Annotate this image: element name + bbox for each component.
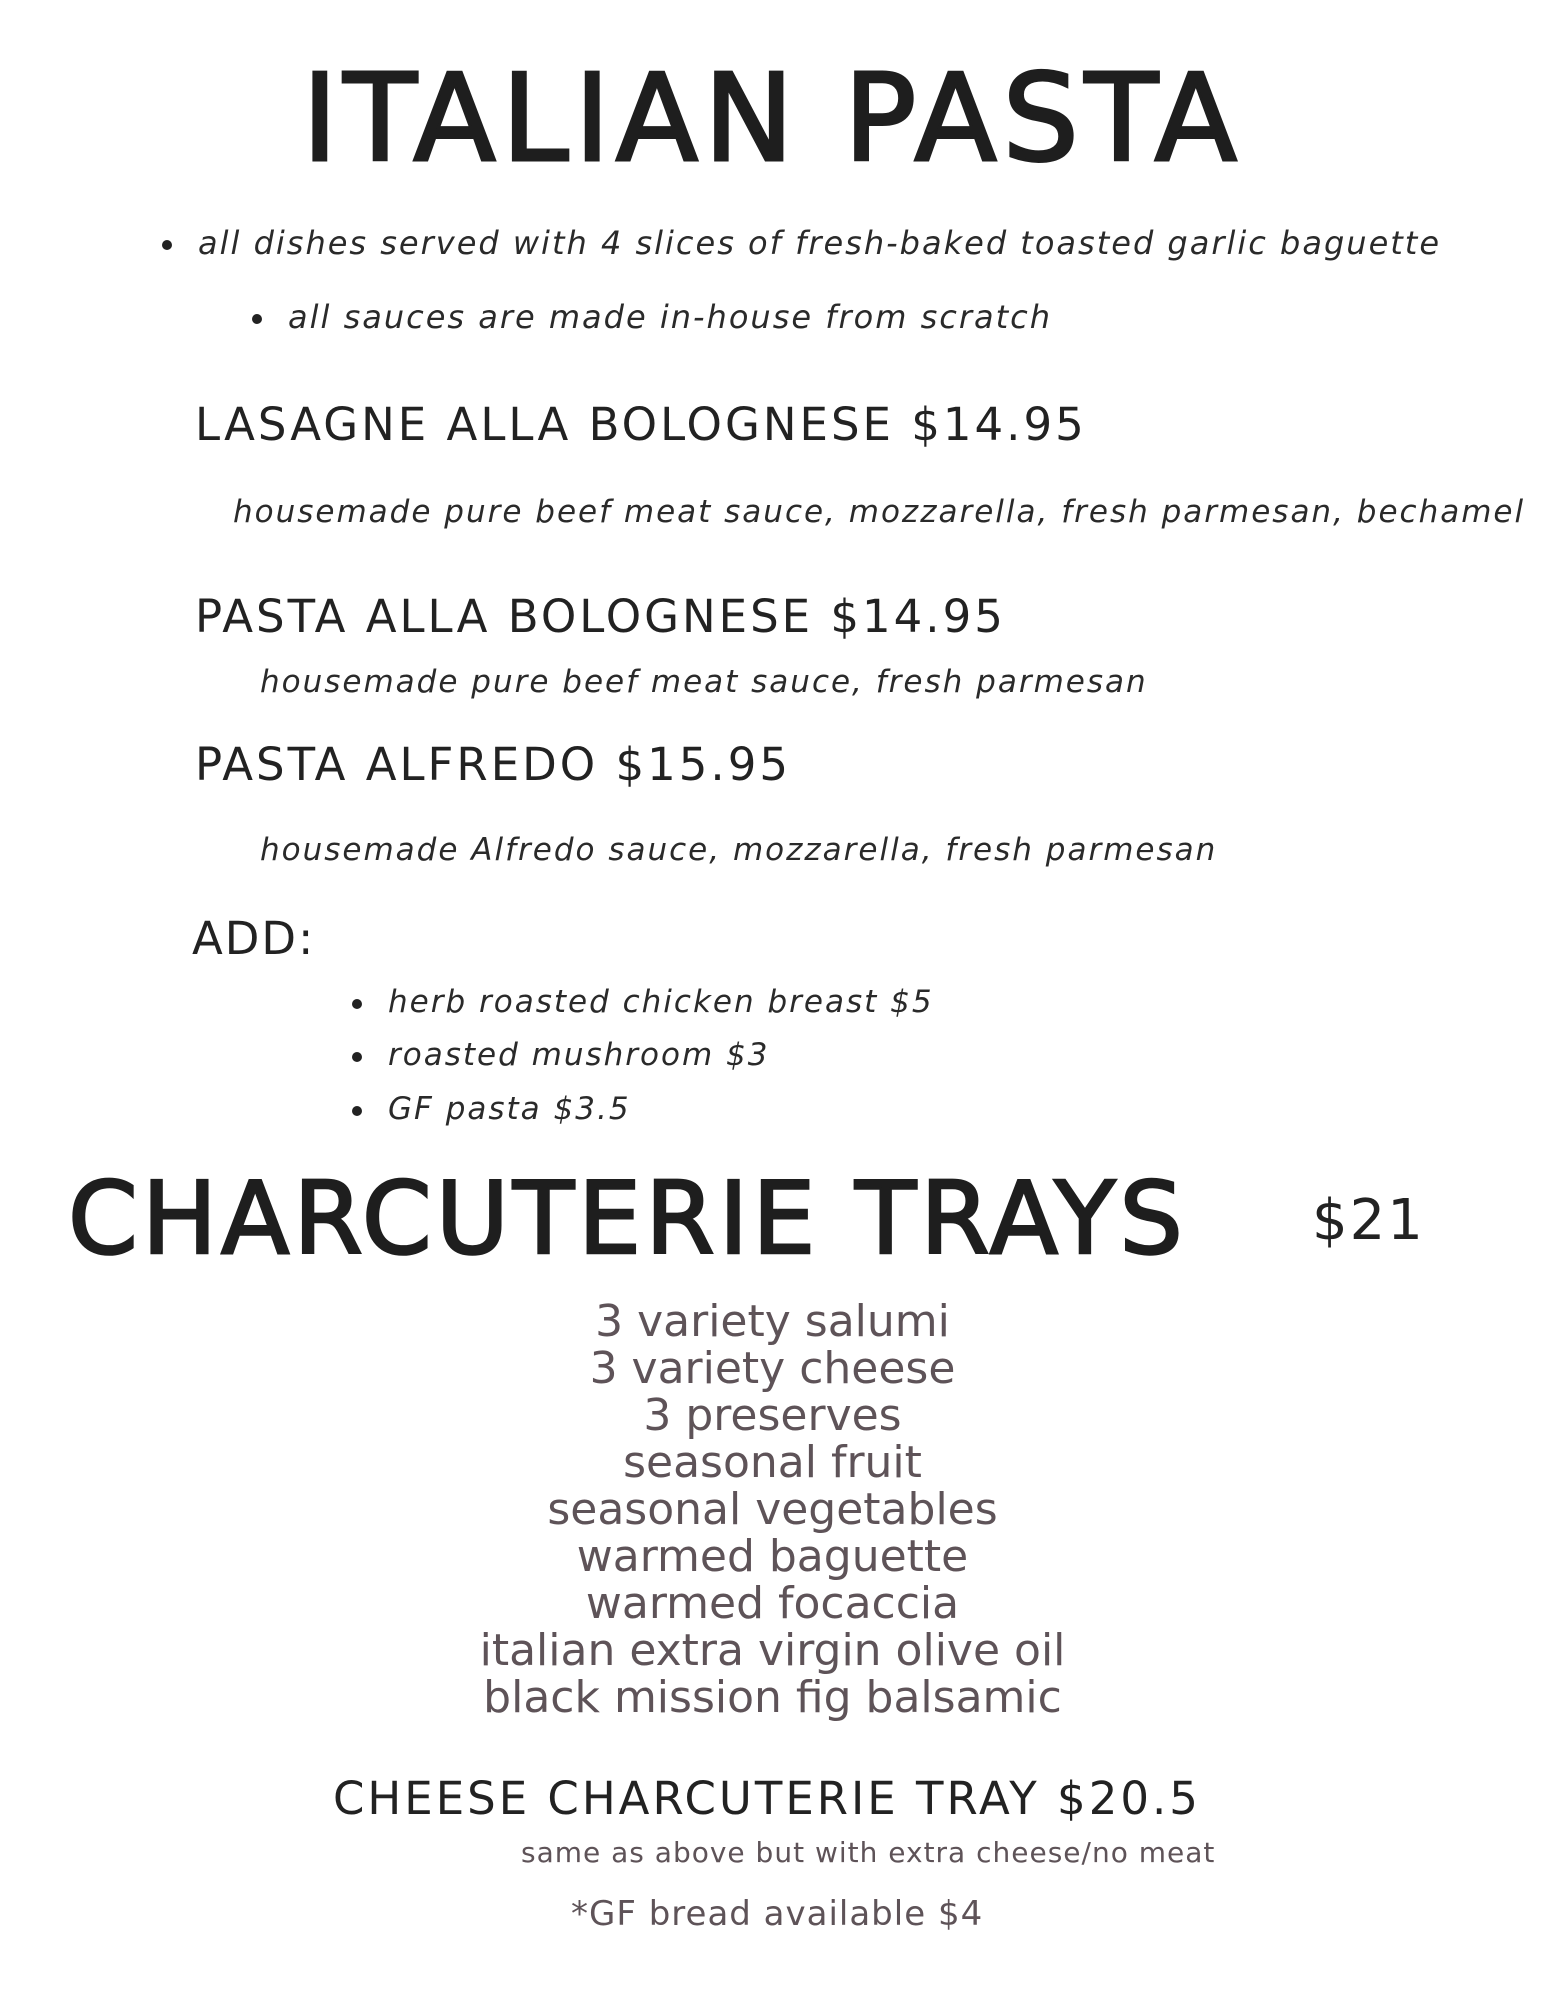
add-on-text: herb roasted chicken breast $5 <box>388 984 934 1020</box>
bullet-icon <box>352 1106 362 1116</box>
list-item: italian extra virgin olive oil <box>479 1625 1066 1676</box>
menu-item-lasagne-desc: housemade pure beef meat sauce, mozzarella, fresh parmesan, bechamel <box>233 494 1526 530</box>
note-text: all dishes served with 4 slices of fresh-baked toasted garlic baguette <box>198 224 1442 262</box>
list-item: seasonal fruit <box>623 1437 922 1488</box>
list-item: black mission fig balsamic <box>483 1672 1062 1723</box>
menu-item-bolognese-name: PASTA ALLA BOLOGNESE $14.95 <box>195 590 1006 643</box>
note-text: all sauces are made in-house from scratch <box>288 298 1053 336</box>
add-ons-label: ADD: <box>192 912 316 965</box>
add-on-item <box>352 1091 631 1127</box>
charcuterie-price: $21 <box>1312 1188 1425 1253</box>
cheese-tray-name: CHEESE CHARCUTERIE TRAY $20.5 <box>333 1772 1201 1825</box>
add-on-text: GF pasta $3.5 <box>388 1091 631 1127</box>
add-on-item <box>352 1037 769 1073</box>
list-item: seasonal vegetables <box>547 1484 998 1535</box>
bullet-icon <box>352 999 362 1009</box>
list-item: 3 preserves <box>643 1390 902 1441</box>
menu-item-lasagne-name: LASAGNE ALLA BOLOGNESE $14.95 <box>195 398 1087 451</box>
gf-bread-note: *GF bread available $4 <box>571 1894 984 1934</box>
list-item: warmed focaccia <box>585 1578 960 1629</box>
list-item: 3 variety cheese <box>589 1343 956 1394</box>
menu-item-alfredo-name: PASTA ALFREDO $15.95 <box>195 738 791 791</box>
bullet-icon <box>252 314 262 324</box>
charcuterie-contents-list <box>0 1298 1545 1721</box>
list-item: 3 variety salumi <box>595 1296 950 1347</box>
pasta-section-title: ITALIAN PASTA <box>302 50 1243 189</box>
pasta-note-sauces <box>252 298 1052 336</box>
charcuterie-section-title: CHARCUTERIE TRAYS <box>68 1160 1187 1277</box>
cheese-tray-desc: same as above but with extra cheese/no meat <box>521 1836 1216 1869</box>
add-on-item <box>352 984 934 1020</box>
bullet-icon <box>352 1052 362 1062</box>
pasta-note-baguette <box>162 224 1441 262</box>
menu-item-alfredo-desc: housemade Alfredo sauce, mozzarella, fresh parmesan <box>260 832 1218 868</box>
list-item: warmed baguette <box>576 1531 969 1582</box>
menu-item-bolognese-desc: housemade pure beef meat sauce, fresh parmesan <box>260 664 1148 700</box>
add-on-text: roasted mushroom $3 <box>388 1037 770 1073</box>
bullet-icon <box>162 240 172 250</box>
